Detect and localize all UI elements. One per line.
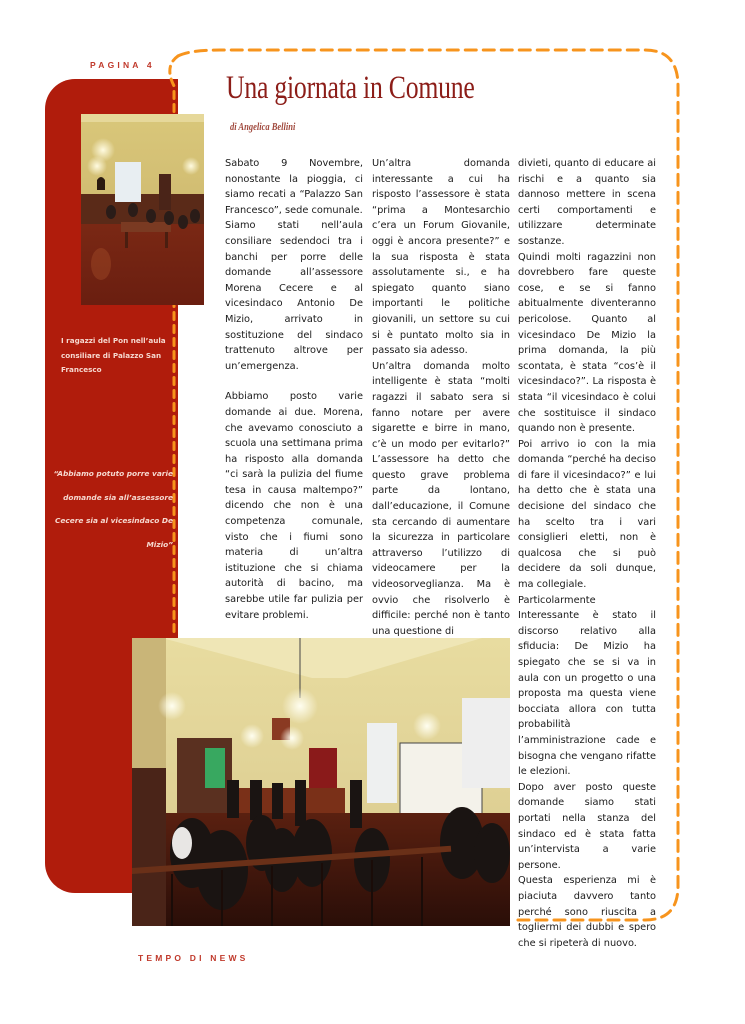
photo-top (81, 114, 204, 305)
paragraph: Quindi molti ragazzini non dovrebbero fare queste cose, e se si fanno abitualmente diventeranno pericolose. Quanto al vicesindaco De Mizio la prima domanda, la più scontata, è stata “cos’è il vicesindaco?”. La risposta è stata “il vicesindaco è colui che sostituisce il sindaco quando non è presente. (518, 251, 656, 435)
article-title: Una giornata in Comune (226, 70, 475, 106)
council-room-photo-small (81, 114, 204, 305)
footer-label: TEMPO DI NEWS (138, 953, 249, 963)
article-byline: di Angelica Bellini (230, 122, 296, 133)
paragraph: Sabato 9 Novembre, nonostante la pioggia, ci siamo recati a “Palazzo San Francesco”, sede comunale. (225, 158, 363, 216)
page-label: PAGINA 4 (90, 60, 155, 70)
paragraph: Siamo stati nell’aula consiliare sedendoci tra i banchi per porre delle domande all’assessore Morena Cecere e al vicesindaco Antonio De Mizio, arrivato in sostituzione del sindaco trattenuto altrove per un’emergenza. (225, 220, 363, 372)
paragraph: Abbiamo posto varie domande ai due. Morena, che avevamo conosciuto a scuola una settimana prima ha risposto alla domanda “ci sarà la pulizia del fiume tesa in causa maltempo?” dicendo che non è una competenza comunale, visto che i fiumi sono materia di un’altra istituzione che si chiama autorità di bacino, ma sarebbe utile far pulizia per evitare problemi. (225, 391, 363, 621)
paragraph: Dopo aver posto queste domande siamo stati portati nella stanza del sindaco ed è stata fatta un’intervista a varie persone. (518, 781, 656, 871)
photo-caption: I ragazzi del Pon nell’aula consiliare di Palazzo San Francesco (61, 336, 166, 374)
paragraph: Un’altra domanda interessante a cui ha risposto l’assessore è stata “prima a Montesarchio c’era un Forum Giovanile, oggi è ancora presente?” e la sua risposta è stata assolutamente si., e ha spiegato quanto siano importanti le politiche giovanili, un settore su cui si è puntato molto sia in passato sia adesso. (372, 158, 510, 357)
council-meeting-photo-large (132, 638, 510, 926)
article-column-2 (372, 156, 510, 639)
article-column-3 (518, 156, 656, 951)
paragraph: Poi arrivo io con la mia domanda “perché ha deciso di fare il vicesindaco?” e lui ha detto che è stata una decisione del sindaco che ha scelto tra i vari consiglieri eletti, non è qualcosa che si può decidere da soli dunque, ma collegiale. (518, 438, 656, 591)
paragraph: Un’altra domanda molto intelligente è stata “molti ragazzi il sabato sera si fanno notare per avere sigarette e birre in mano, c’è un modo per evitarlo?” L’assessore ha detto che questo grave problema parte da lontano, dall’educazione, il Comune sta cercando di aumentare la sicurezza in particolare attraverso l’utilizzo di videocamere per la videosorveglianza. Ma è ovvio che risolverlo è difficile: perché non è tanto una questione di (372, 360, 510, 637)
paragraph: Questa esperienza mi è piaciuta davvero tanto perché sono riuscita a togliermi dei dubbi e spero che si ripeterà di nuovo. (518, 875, 656, 949)
pull-quote: “Abbiamo potuto porre varie domande sia all’assessore Cecere sia al vicesindaco De Mizio” (53, 469, 173, 549)
paragraph: divieti, quanto di educare ai rischi e a quanto sia dannoso mettere in scena certi comportamenti e utilizzare determinate sostanze. (518, 158, 656, 247)
photo-bottom (132, 638, 510, 926)
article-column-1 (225, 156, 363, 623)
paragraph: Particolarmente Interessante è stato il discorso relativo alla sfiducia: De Mizio ha spiegato che se si va in aula con un progetto o una proposta ma questa viene bocciata allora con tutta probabilità l’amministrazione cade e bisogna che vengano rifatte le elezioni. (518, 594, 656, 778)
